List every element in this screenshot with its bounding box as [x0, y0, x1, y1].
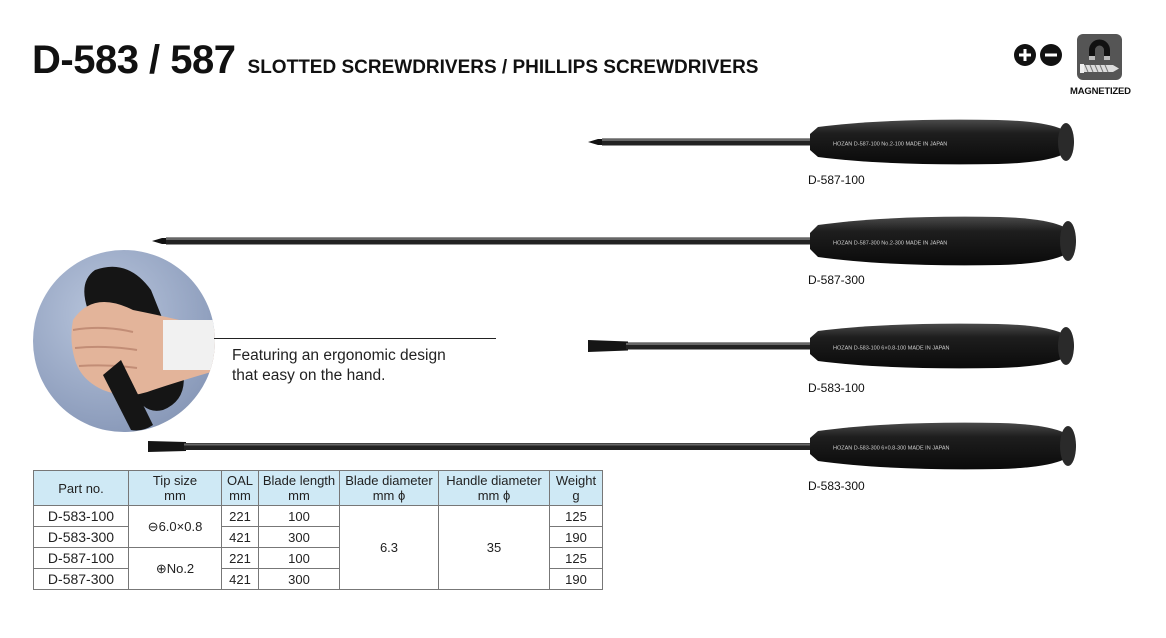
model-number: D-583 / 587 [32, 38, 236, 82]
hand-grip-photo [33, 250, 215, 432]
cell-oal: 421 [222, 527, 259, 548]
handle-print: HOZAN D-583-100 6×0.8-100 MADE IN JAPAN [833, 345, 950, 352]
feature-badges [1014, 32, 1134, 98]
handle-print: HOZAN D-587-100 No.2-100 MADE IN JAPAN [833, 141, 948, 148]
cell-weight: 190 [550, 569, 603, 590]
header-blade-length: Blade length mm [259, 471, 340, 506]
header-handle-diameter: Handle diameter mm ϕ [439, 471, 550, 506]
cell-blade-length: 100 [259, 548, 340, 569]
phillips-plus-icon [1014, 44, 1036, 66]
page-title [32, 38, 758, 83]
cell-oal: 221 [222, 548, 259, 569]
spec-table [33, 470, 603, 590]
cell-tip-phillips: ⊕No.2 [129, 548, 222, 590]
header-part-no: Part no. [34, 471, 129, 506]
handle-print: HOZAN D-587-300 No.2-300 MADE IN JAPAN [833, 240, 948, 247]
screwdriver-d587-100 [588, 112, 1078, 177]
cell-weight: 190 [550, 527, 603, 548]
slotted-minus-icon [1040, 44, 1062, 66]
header-tip-size: Tip size mm [129, 471, 222, 506]
product-subtitle: SLOTTED SCREWDRIVERS / PHILLIPS SCREWDRIVERS [247, 57, 759, 78]
screwdriver-d587-300 [150, 210, 1078, 279]
screwdriver-d583-100 [588, 316, 1078, 381]
table-header-row [34, 471, 603, 506]
table-row [34, 506, 603, 527]
cell-blade-length: 300 [259, 569, 340, 590]
model-label-d583-300: D-583-300 [808, 479, 865, 493]
cell-oal: 421 [222, 569, 259, 590]
cell-blade-length: 300 [259, 527, 340, 548]
cell-weight: 125 [550, 548, 603, 569]
cell-part: D-587-100 [34, 548, 129, 569]
cell-part: D-583-100 [34, 506, 129, 527]
cell-handle-diameter: 35 [439, 506, 550, 590]
model-label-d583-100: D-583-100 [808, 381, 865, 395]
handle-print: HOZAN D-583-300 6×0.8-300 MADE IN JAPAN [833, 445, 950, 452]
cell-tip-slotted: ⊖6.0×0.8 [129, 506, 222, 548]
magnetized-label: MAGNETIZED [1070, 86, 1131, 97]
cell-part: D-587-300 [34, 569, 129, 590]
callout-line-1: Featuring an ergonomic design [232, 347, 446, 364]
header-blade-diameter: Blade diameter mm ϕ [340, 471, 439, 506]
header-weight: Weight g [550, 471, 603, 506]
cell-blade-length: 100 [259, 506, 340, 527]
cell-blade-diameter: 6.3 [340, 506, 439, 590]
ergonomic-callout [232, 346, 532, 386]
magnet-icon [1077, 34, 1122, 80]
model-label-d587-100: D-587-100 [808, 173, 865, 187]
cell-oal: 221 [222, 506, 259, 527]
callout-line-2: that easy on the hand. [232, 367, 386, 384]
header-oal: OAL mm [222, 471, 259, 506]
callout-line [214, 338, 496, 339]
cell-part: D-583-300 [34, 527, 129, 548]
cell-weight: 125 [550, 506, 603, 527]
model-label-d587-300: D-587-300 [808, 273, 865, 287]
